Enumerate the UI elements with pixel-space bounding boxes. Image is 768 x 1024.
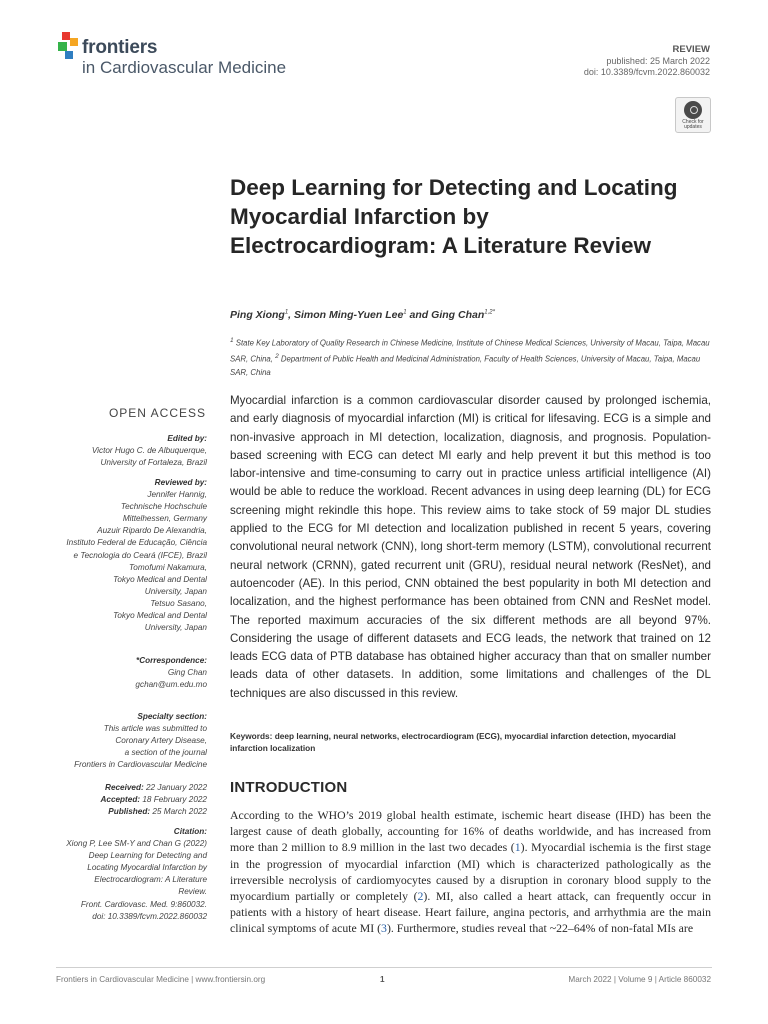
frontiers-logo-icon <box>56 32 80 62</box>
page-number: 1 <box>380 975 385 984</box>
side-line[interactable]: Tetsuo Sasano, <box>150 598 207 608</box>
side-heading: Specialty section: <box>137 712 207 721</box>
article-type: REVIEW <box>672 44 710 55</box>
keywords: Keywords: deep learning, neural networks, electrocardiogram (ECG), myocardial infarction detection, myocardial infarction localization <box>230 731 676 753</box>
side-heading: Edited by: <box>167 434 207 443</box>
author-sep: , <box>288 309 295 321</box>
side-line: Frontiers in Cardiovascular Medicine <box>74 760 207 770</box>
body-text: ). Myocardial ischemia is the first stage in the progression of myocardial infarction (MI) which is characterized pathologically as the irreversible necrolysis of cardiomyocytes caused by a disruption in coronary blood supply to the myocardium partially or completely ( <box>230 840 711 904</box>
logo-square-orange <box>70 38 78 46</box>
reference-link[interactable]: 1 <box>514 840 521 855</box>
side-line: e Tecnologia do Ceará (IFCE), Brazil <box>73 550 207 560</box>
body-text: ). Furthermore, studies reveal that ~22–64% of non-fatal MIs are <box>386 921 694 936</box>
side-line: Ging Chan <box>167 668 207 678</box>
side-line: Technische Hochschule <box>120 502 207 512</box>
section-heading-introduction: INTRODUCTION <box>230 779 348 796</box>
affil-text: Department of Public Health and Medicinal Administration, Faculty of Health Sciences, University of Macau, Taipa, Macau SAR, China <box>230 354 701 378</box>
side-line: Xiong P, Lee SM-Y and Chan G (2022) <box>66 839 207 849</box>
side-line: Review. <box>178 887 207 897</box>
side-line: a section of the journal <box>124 748 207 758</box>
logo-square-red <box>62 32 70 40</box>
body-text: According to the WHO’s 2019 global health estimate, ischemic heart disease (IHD) has been the largest cause of death globally, accounting for 16% of deaths worldwide, and has increased from more than 2 million to 8.9 million in the last two decades ( <box>230 808 711 855</box>
side-line: Deep Learning for Detecting and <box>88 851 207 861</box>
published-date: published: 25 March 2022 <box>606 55 710 66</box>
side-value: 22 January 2022 <box>143 783 207 792</box>
side-heading: Reviewed by: <box>154 478 207 487</box>
footer-journal[interactable]: Frontiers in Cardiovascular Medicine | www.frontiersin.org <box>56 975 266 984</box>
side-heading: Accepted: <box>100 795 141 805</box>
side-line: Instituto Federal de Educação, Ciência <box>66 538 207 548</box>
side-line[interactable]: Jennifer Hannig, <box>147 490 207 500</box>
side-line[interactable]: Victor Hugo C. de Albuquerque, <box>91 446 207 456</box>
author-sup: 1,2* <box>484 309 495 316</box>
edited-by <box>50 433 207 469</box>
accepted-date <box>50 794 207 806</box>
affil-text: State Key Laboratory of Quality Research in Chinese Medicine, Institute of Chinese Medical Sciences, University of Macau, Taipa, Macau SAR, China, <box>230 338 710 364</box>
brand-name[interactable]: frontiers <box>82 37 158 58</box>
author-name[interactable]: Ging Chan <box>431 309 485 321</box>
correspondence-email-link[interactable]: gchan@um.edu.mo <box>135 680 207 690</box>
article-meta <box>584 44 710 79</box>
check-updates-label-1: Check for <box>682 119 704 125</box>
footer-divider <box>56 967 712 968</box>
received-date <box>50 782 207 794</box>
check-updates-label-2: updates <box>684 124 702 130</box>
affil-sup: 2 <box>275 353 279 361</box>
side-line: Locating Myocardial Infarction by <box>87 863 207 873</box>
open-access-label: OPEN ACCESS <box>108 406 206 420</box>
body-text: ). MI, also called a heart attack, can frequently occur in patients with a history of heart disease. Heart failure, angina pectoris, and arrhythmia are the main clinical symptoms of acute MI ( <box>230 889 711 936</box>
side-value: 25 March 2022 <box>150 807 207 817</box>
affil-sup: 1 <box>230 337 234 344</box>
footer-volume: March 2022 | Volume 9 | Article 860032 <box>568 975 711 984</box>
side-line[interactable]: Tomofumi Nakamura, <box>129 562 207 572</box>
logo-square-green <box>58 42 67 51</box>
side-line: Front. Cardiovasc. Med. 9:860032. <box>80 899 207 909</box>
side-line: Tokyo Medical and Dental <box>113 611 207 621</box>
specialty-section <box>50 711 207 771</box>
article-doi[interactable]: doi: 10.3389/fcvm.2022.860032 <box>583 67 710 77</box>
article-title: Deep Learning for Detecting and Locating Myocardial Infarction by Electrocardiogram: A Literature Review <box>230 175 678 258</box>
reference-link[interactable]: 3 <box>381 921 387 936</box>
reference-link[interactable]: 2 <box>417 889 424 904</box>
reviewed-by <box>50 477 207 634</box>
side-line: University of Fortaleza, Brazil <box>100 458 207 468</box>
introduction-paragraph <box>230 807 711 937</box>
citation-doi-link[interactable]: doi: 10.3389/fcvm.2022.860032 <box>92 911 207 921</box>
side-line: University, Japan <box>144 623 207 633</box>
logo-square-blue <box>65 51 73 59</box>
side-line: This article was submitted to <box>103 724 207 734</box>
author-sup: 1 <box>403 309 407 316</box>
side-heading: *Correspondence: <box>136 656 207 665</box>
side-line: University, Japan <box>144 586 207 596</box>
article-dates <box>50 782 207 818</box>
side-line: Tokyo Medical and Dental <box>113 574 207 584</box>
journal-name[interactable]: in Cardiovascular Medicine <box>82 58 287 77</box>
affiliations <box>230 334 714 380</box>
published-date-side <box>50 806 207 818</box>
side-line: Mittelhessen, Germany <box>122 514 207 524</box>
abstract: Myocardial infarction is a common cardiovascular disorder caused by prolonged ischemia, and early diagnosis of myocardial infarction (MI) is critical for lifesaving. ECG is a simple and non-invasive approach in MI detection, localization, diagnosis, and prognosis. Population-based screening with ECG can detect MI early and help prevent it but this method is too labor-intensive and time-consuming to carry out in practice unless artificial intelligence (AI) would be able to reduce the workload. Recent advances in using deep learning (DL) for ECG screening might rekindle this hope. This review aims to take stock of 59 major DL studies applied to the ECG for MI detection and localization published in recent 5 years, covering convolutional neural network (CNN), long short-term memory (LSTM), convolutional recurrent neural network (CRNN), gated recurrent unit (GRU), residual neural network (ResNet), and autoencoder (AE). In this period, CNN obtained the best popularity in both MI detection and localization, and the highest performance has been obtained from CNN and ResNet model. The reported maximum accuracies of the six different methods are all beyond 97%. Considering the usage of different datasets and ECG leads, the network that trained on 12 leads ECG data of PTB database has obtained higher accuracy than that on smaller number leads data of other datasets. In addition, some limitations and challenges of the DL techniques are also discussed in this review. <box>230 394 711 700</box>
author-name[interactable]: Ping Xiong <box>230 309 285 321</box>
author-name[interactable]: Simon Ming-Yuen Lee <box>294 309 404 321</box>
citation <box>50 826 207 923</box>
side-value: 18 February 2022 <box>140 795 207 805</box>
author-list <box>230 309 495 321</box>
check-updates-icon <box>684 101 702 119</box>
author-sup: 1 <box>284 309 289 316</box>
side-heading: Published: <box>108 807 151 817</box>
side-line: Coronary Artery Disease, <box>115 736 207 746</box>
check-for-updates-button[interactable] <box>675 97 711 133</box>
side-heading: Received: <box>105 783 144 792</box>
side-line: Electrocardiogram: A Literature <box>94 875 207 885</box>
side-heading: Citation: <box>173 827 207 836</box>
author-sep: and <box>406 309 432 321</box>
correspondence <box>50 655 207 691</box>
side-line[interactable]: Auzuir Ripardo De Alexandria, <box>97 526 207 536</box>
